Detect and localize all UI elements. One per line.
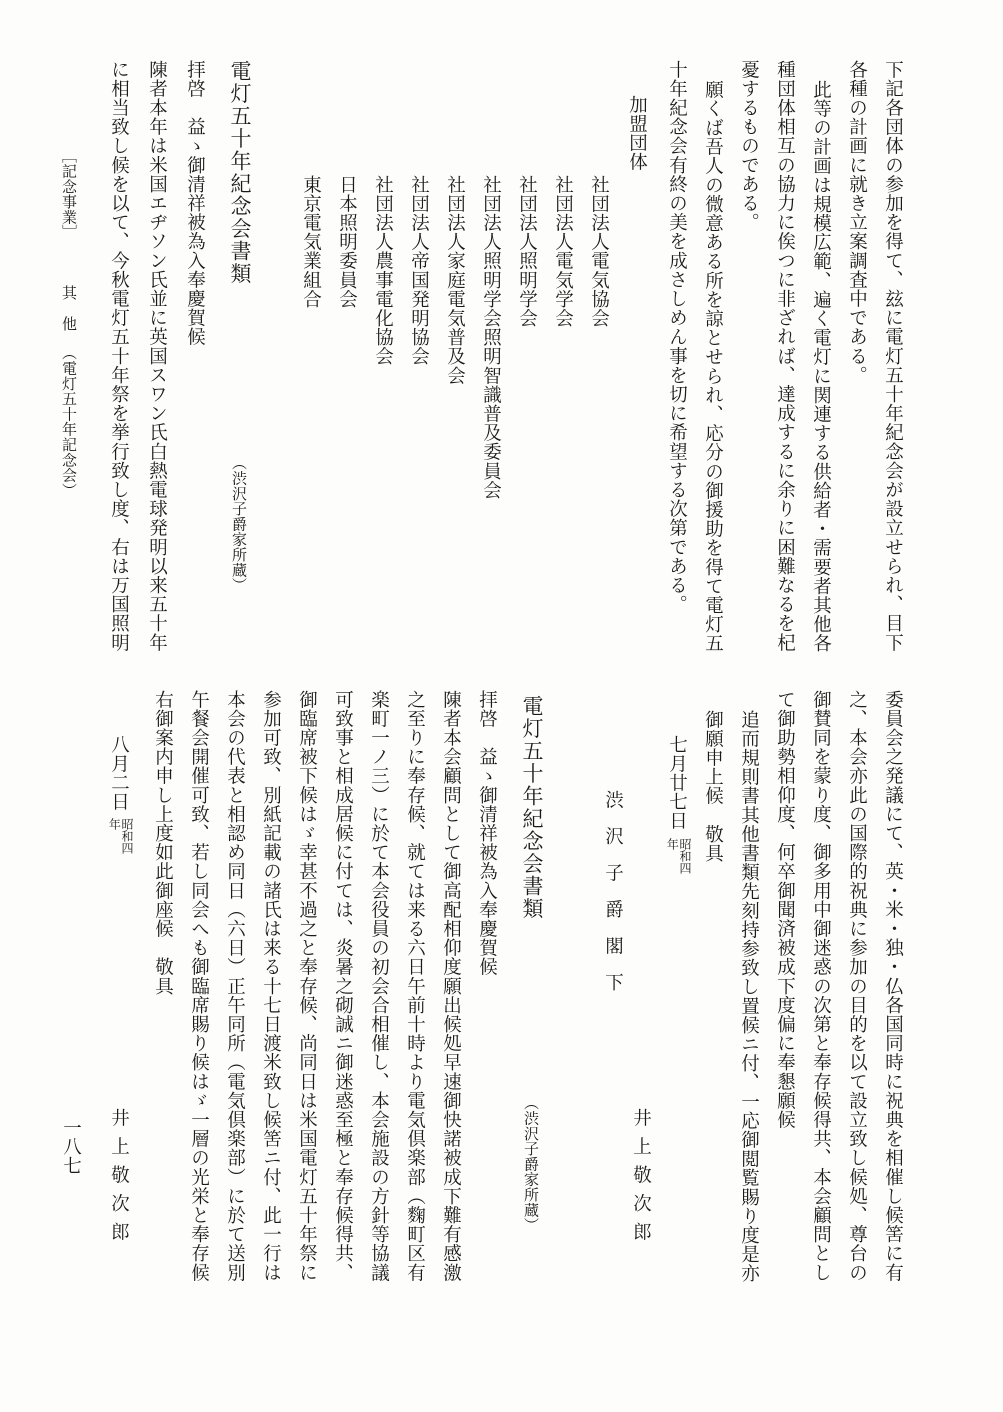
text-line: 種団体相互の協力に俟つに非ざれば、達成するに余りに困難なるを杞 [774, 60, 796, 653]
text-line: 右御案内申し上度如此御座候 敬具 [152, 690, 174, 996]
text-line: 陳者本年は米国エヂソン氏並に英国スワン氏白熱電球発明以来五十年 [146, 60, 168, 653]
text-line: て御助勢相仰度、何卒御聞済被成下度偏に奉懇願候 [774, 690, 796, 1130]
text-line: 願くば吾人の微意ある所を諒とせられ、応分の御援助を得て電灯五 [702, 80, 724, 653]
doc-source: （渋沢子爵家所蔵） [522, 1095, 540, 1233]
caption-note: （電灯五十年記念会） [60, 345, 78, 498]
text-line: 楽町一ノ三）に於て本会役員の初会合相催し、本会施設の方針等協議 [368, 690, 390, 1283]
text-line: 拝啓 益ゝ御清祥被為入奉慶賀候 [184, 60, 206, 347]
text-line: 御賛同を蒙り度、御多用中御迷惑の次第と奉存候得共、本会顧問とし [810, 690, 832, 1283]
text-line: 委員会之発議にて、英・米・独・仏各国同時に祝典を相催し候筈に有 [882, 690, 904, 1283]
text-line: 陳者本会顧問として御高配相仰度願出候処早速御快諾被成下難有感激 [440, 690, 462, 1283]
text-line: 参加可致、別紙記載の諸氏は来る十七日渡米致し候筈ニ付、此一行は [260, 690, 282, 1283]
text-line: 各種の計画に就き立案調査中である。 [846, 60, 868, 385]
text-line: 本会の代表と相認め同日（六日）正午同所（電気倶楽部）に於て送別 [224, 690, 246, 1283]
text-line: 之、本会亦此の国際的祝典に参加の目的を以て設立致し候処、尊台の [846, 690, 868, 1283]
text-line: 拝啓 益ゝ御清祥被為入奉慶賀候 [476, 690, 498, 977]
text-line: 午餐会開催可致、若し同会へも御臨席賜り候はゞ一層の光栄と奉存候 [188, 690, 210, 1283]
date: 八月二日 [108, 735, 130, 812]
caption-bracket: ［記念事業］ [60, 148, 78, 240]
era-note: 昭和四年 [665, 838, 692, 874]
text-line: 下記各団体の参加を得て、玆に電灯五十年紀念会が設立せられ、目下 [882, 60, 904, 653]
caption-other: 其 他 [60, 285, 78, 331]
text-line: 可致事と相成居候に付ては、炎暑之砌誠ニ御迷惑至極と奉存候得共、 [332, 690, 354, 1283]
text-line: 御臨席被下候はゞ幸甚不過之と奉存候、尚同日は米国電灯五十年祭に [296, 690, 318, 1283]
text-line: に相当致し候を以て、今秋電灯五十年祭を挙行致し度、右は万国照明 [108, 60, 130, 653]
text-line: 追而規則書其他書類先刻持参致し置候ニ付、一応御閲覧賜り度是亦 [738, 710, 760, 1283]
text-line: 十年紀念会有終の美を成さしめん事を切に希望する次第である。 [666, 60, 688, 614]
doc-source: （渋沢子爵家所蔵） [230, 455, 248, 593]
text-line: 憂するものである。 [738, 60, 760, 232]
text-line: 此等の計画は規模広範、遍く電灯に関連する供給者・需要者其他各 [810, 80, 832, 653]
date: 七月廿七日 [666, 735, 688, 831]
era-note: 昭和四年 [107, 818, 134, 854]
text-line: 之至りに奉存候、就ては来る六日午前十時より電気倶楽部（麴町区有 [404, 690, 426, 1283]
